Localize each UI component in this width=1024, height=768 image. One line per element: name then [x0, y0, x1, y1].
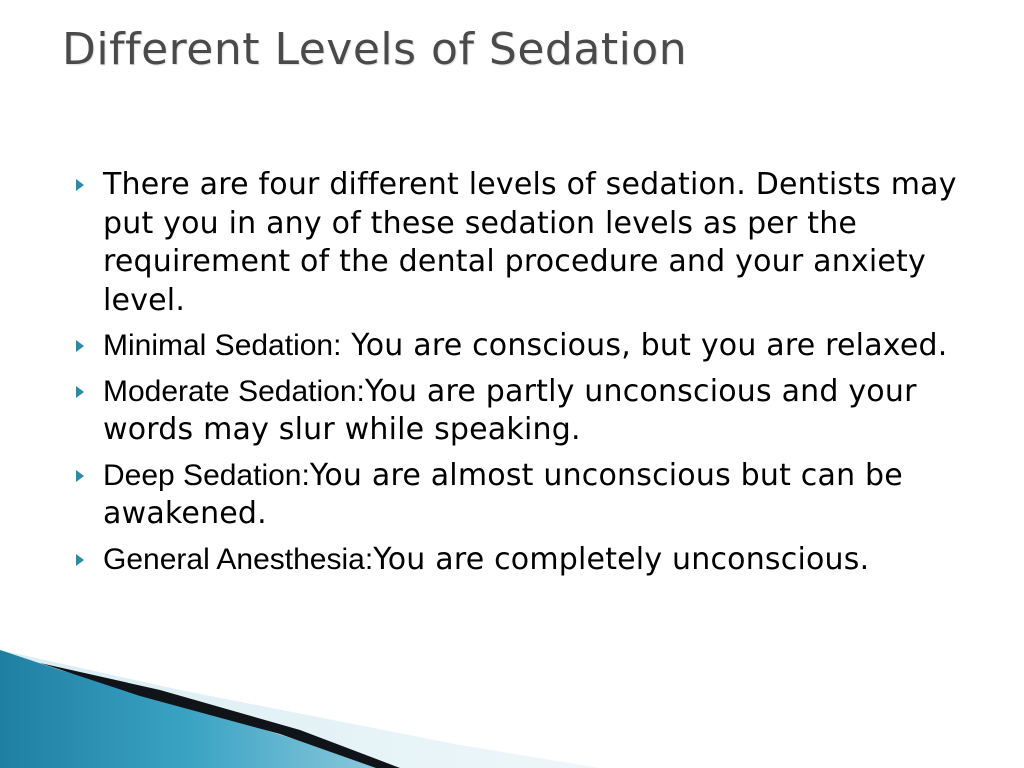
bullet-text: There are four different levels of sedation. Dentists may put you in any of these sedation levels as per the requirement of the dental procedure and your anxiety level. [103, 167, 957, 318]
bullet-term: Minimal Sedation: [103, 329, 342, 362]
bullet-text: You are conscious, but you are relaxed. [341, 328, 948, 363]
slide-title: Different Levels of Sedation [62, 24, 688, 75]
bullet-term: Deep Sedation: [103, 458, 310, 492]
bullet-term: Moderate Sedation: [103, 374, 365, 408]
bullet-text: You are completely unconscious. [373, 541, 870, 577]
bullet-text: You are almost unconscious but can be awakened. [103, 457, 903, 531]
bullet-term: General Anesthesia: [103, 542, 374, 576]
bullet-text: You are partly unconscious and your words may slur while speaking. [103, 373, 917, 447]
